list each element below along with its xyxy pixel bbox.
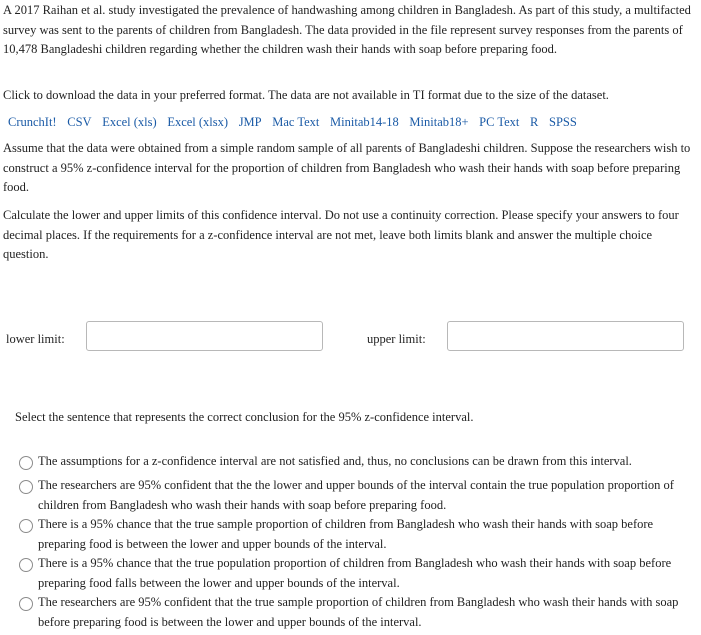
download-link-pc-text[interactable]: PC Text: [479, 115, 520, 129]
download-link-crunchit[interactable]: CrunchIt!: [8, 115, 57, 129]
download-instructions: Click to download the data in your preferred format. The data are not available in TI format due to the size of the dataset.: [3, 88, 609, 102]
download-link-mac-text[interactable]: Mac Text: [272, 115, 320, 129]
upper-limit-input[interactable]: [447, 321, 684, 351]
question-intro: A 2017 Raihan et al. study investigated the prevalence of handwashing among children in Bangladesh. As part of this study, a multifacted survey was sent to the parents of children from Bangladesh. The data provided in the file represent survey responses from the parents of 10,478 Bangladeshi children regarding whether the children wash their hands with soap before preparing food.: [3, 3, 691, 56]
download-links: [8, 113, 698, 133]
download-link-csv[interactable]: CSV: [67, 115, 92, 129]
radio-button[interactable]: [19, 480, 33, 494]
download-link-minitab14-18[interactable]: Minitab14-18: [330, 115, 399, 129]
download-link-r[interactable]: R: [530, 115, 539, 129]
calculation-instructions: Calculate the lower and upper limits of this confidence interval. Do not use a continuity correction. Please specify your answers to four decimal places. If the requirements for a z-confidence interval are not met, leave both limits blank and answer the multiple choice question.: [3, 208, 679, 261]
answer-option-text: There is a 95% chance that the true sample proportion of children from Bangladesh who wash their hands with soap before preparing food is between the lower and upper bounds of the interval.: [38, 517, 654, 551]
download-link-excel-xls[interactable]: Excel (xls): [102, 115, 157, 129]
radio-button[interactable]: [19, 519, 33, 533]
radio-button[interactable]: [19, 456, 33, 470]
answer-option-text: The researchers are 95% confident that the the lower and upper bounds of the interval contain the true population proportion of children from Bangladesh who wash their hands with soap before preparing food.: [38, 478, 674, 512]
assumption-text: Assume that the data were obtained from a simple random sample of all parents of Bangladeshi children. Suppose the researchers wish to construct a 95% z-confidence interval for the proportion of children from Bangladesh who wash their hands with soap before preparing food.: [3, 141, 691, 194]
lower-limit-label: lower limit:: [6, 332, 65, 346]
download-link-jmp[interactable]: JMP: [238, 115, 262, 129]
radio-button[interactable]: [19, 597, 33, 611]
answer-option-text: There is a 95% chance that the true population proportion of children from Bangladesh who wash their hands with soap before preparing food falls between the lower and upper bounds of the interval.: [38, 556, 672, 590]
answer-option-text: The researchers are 95% confident that the true sample proportion of children from Bangladesh who wash their hands with soap before preparing food is between the lower and upper bounds of the interval.: [38, 595, 679, 629]
lower-limit-input[interactable]: [86, 321, 323, 351]
download-link-excel-xlsx[interactable]: Excel (xlsx): [167, 115, 229, 129]
download-link-minitab18-plus[interactable]: Minitab18+: [409, 115, 469, 129]
upper-limit-label: upper limit:: [367, 332, 426, 346]
radio-button[interactable]: [19, 558, 33, 572]
download-link-spss[interactable]: SPSS: [549, 115, 577, 129]
answer-option-text: The assumptions for a z-confidence interval are not satisfied and, thus, no conclusions can be drawn from this interval.: [38, 454, 632, 468]
multiple-choice-prompt: Select the sentence that represents the correct conclusion for the 95% z-confidence interval.: [15, 410, 474, 424]
